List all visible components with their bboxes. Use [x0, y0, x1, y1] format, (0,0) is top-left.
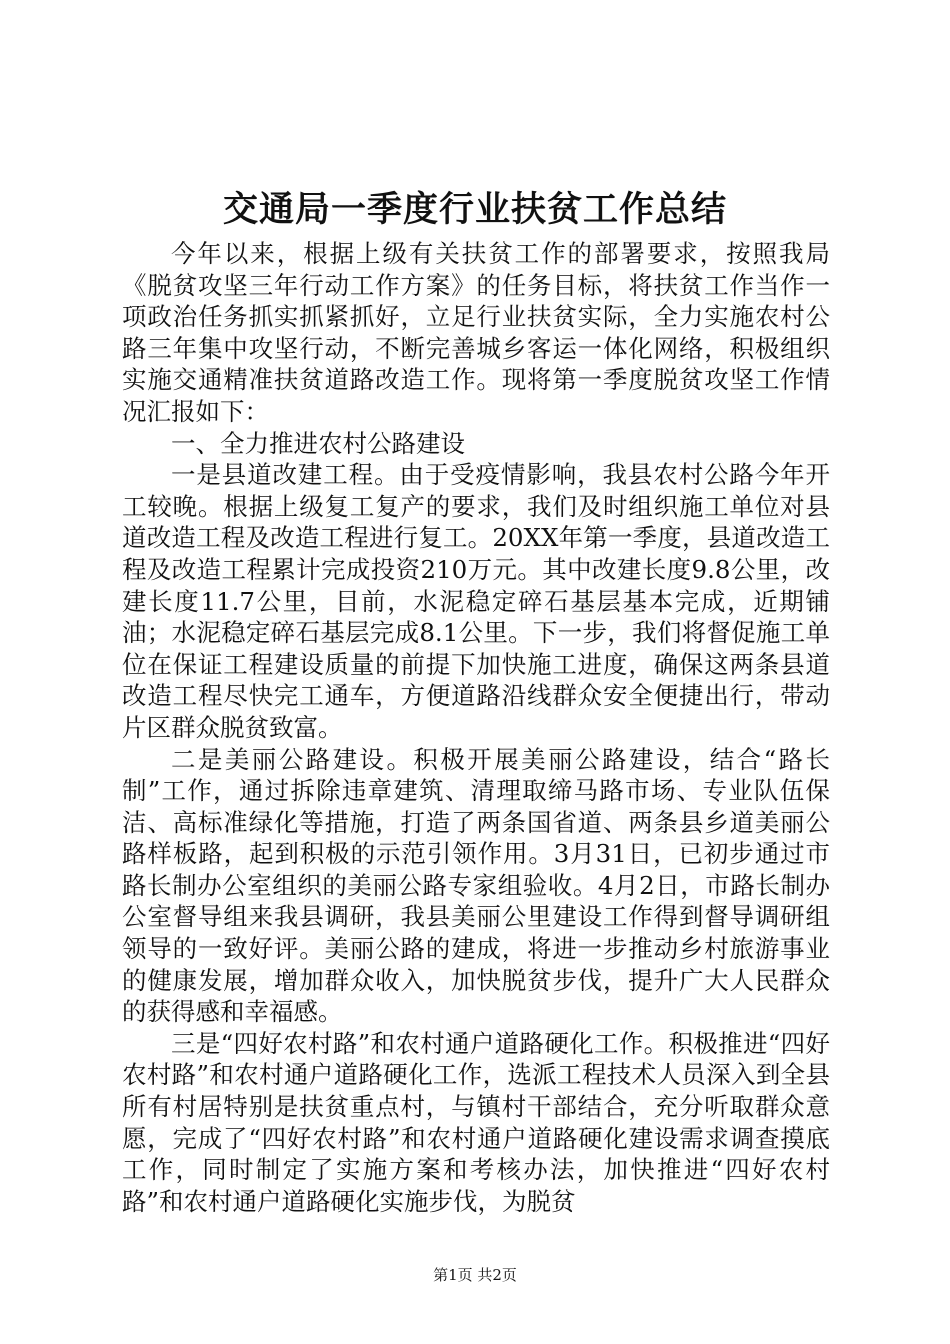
section-heading: 一、全力推进农村公路建设: [171, 428, 465, 458]
document-body: [122, 238, 830, 1217]
paragraph-county-road: 一是县道改建工程。由于受疫情影响，我县农村公路今年开工较晚。根据上级复工复产的要求，我们及时组织施工单位对县道改造工程及改造工程进行复工。20XX年第一季度，县道改造工程及改造工程累计完成投资210万元。其中改建长度9.8公里，改建长度11.7公里，目前，水泥稳定碎石基层基本完成，近期铺油；水泥稳定碎石基层完成8.1公里。下一步，我们将督促施工单位在保证工程建设质量的前提下加快施工进度，确保这两条县道改造工程尽快完工通车，方便道路沿线群众安全便捷出行，带动片区群众脱贫致富。: [122, 460, 830, 742]
paragraph-beautiful-road: 二是美丽公路建设。积极开展美丽公路建设，结合“路长制”工作，通过拆除违章建筑、清理取缔马路市场、专业队伍保洁、高标准绿化等措施，打造了两条国省道、两条县乡道美丽公路样板路，起到积极的示范引领作用。3月31日，已初步通过市路长制办公室组织的美丽公路专家组验收。4月2日，市路长制办公室督导组来我县调研，我县美丽公里建设工作得到督导调研组领导的一致好评。美丽公路的建成，将进一步推动乡村旅游事业的健康发展，增加群众收入，加快脱贫步伐，提升广大人民群众的获得感和幸福感。: [122, 744, 830, 1027]
document-title: 交通局一季度行业扶贫工作总结: [222, 189, 727, 230]
page-number-footer: 第1页 共2页: [433, 1266, 517, 1284]
paragraph-rural-road: 三是“四好农村路”和农村通户道路硬化工作。积极推进“四好农村路”和农村通户道路硬化工作，选派工程技术人员深入到全县所有村居特别是扶贫重点村，与镇村干部结合，充分听取群众意愿，完成了“四好农村路”和农村通户道路硬化建设需求调查摸底工作，同时制定了实施方案和考核办法，加快推进“四好农村路”和农村通户道路硬化实施步伐，为脱贫: [122, 1028, 830, 1216]
paragraph-intro: 今年以来，根据上级有关扶贫工作的部署要求，按照我局《脱贫攻坚三年行动工作方案》的任务目标，将扶贫工作当作一项政治任务抓实抓紧抓好，立足行业扶贫实际，全力实施农村公路三年集中攻坚行动，不断完善城乡客运一体化网络，积极组织实施交通精准扶贫道路改造工作。现将第一季度脱贫攻坚工作情况汇报如下：: [122, 239, 830, 426]
